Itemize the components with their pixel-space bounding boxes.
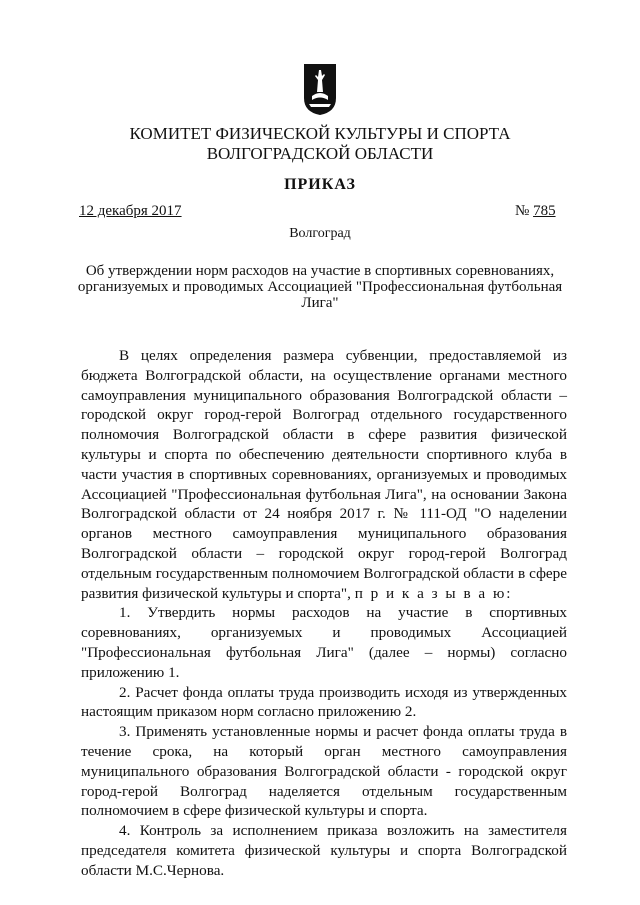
coat-of-arms-icon <box>302 62 338 116</box>
document-title-line1: Об утверждении норм расходов на участие в спортивных соревнованиях, <box>85 263 555 279</box>
document-title-line3: Лига" <box>301 295 339 311</box>
document-title <box>75 263 565 311</box>
document-body <box>81 346 567 881</box>
order-date-value: 12 декабря 2017 <box>79 203 182 219</box>
order-word: п р и к а з ы в а ю: <box>354 584 513 602</box>
order-item-3: 3. Применять установленные нормы и расчет фонда оплаты труда в течение срока, на который орган местного самоуправления муниципального образования Волгоградской области - городской округ город-герой Волгоград наделяется отдельным государственным полномочием в сфере физической культуры и спорта. <box>81 723 567 820</box>
order-city: Волгоград <box>289 226 351 241</box>
committee-name-line1: КОМИТЕТ ФИЗИЧЕСКОЙ КУЛЬТУРЫ И СПОРТА <box>129 124 511 143</box>
document-type: ПРИКАЗ <box>284 176 356 193</box>
order-item-2: 2. Расчет фонда оплаты труда производить исходя из утвержденных настоящим приказом норм согласно приложению 2. <box>81 683 567 721</box>
preamble-text: В целях определения размера субвенции, предоставляемой из бюджета Волгоградской области, на осуществление органами местного самоуправления муниципального образования Волгоградской области – городской округ город-герой Волгоград отдельного государственного полномочия Волгоградской области в сфере развития физической культуры и спорта по обеспечению деятельности спортивного клуба в части участия в спортивных соревнованиях, организуемых и проводимых Ассоциацией "Профессиональная футбольная Лига", на основании Закона Волгоградской области от 24 ноября 2017 г. № 111-ОД "О наделении органов местного самоуправления муниципального образования Волгоградской области – городской округ город-герой Волгоград отдельным государственным полномочием Волгоградской области в сфере развития физической культуры и спорта", <box>81 347 567 602</box>
order-item-4: 4. Контроль за исполнением приказа возложить на заместителя председателя комитета физической культуры и спорта Волгоградской области М.С.Чернова. <box>81 822 567 879</box>
order-number-value: 785 <box>533 203 556 219</box>
order-item-1: 1. Утвердить нормы расходов на участие в спортивных соревнованиях, организуемых и проводимых Ассоциацией "Профессиональная футбольная Лига" (далее – нормы) согласно приложению 1. <box>81 604 567 681</box>
order-number <box>515 203 556 220</box>
order-number-label: № <box>515 203 530 219</box>
order-date <box>79 203 182 220</box>
committee-name-line2: ВОЛГОГРАДСКОЙ ОБЛАСТИ <box>206 144 434 163</box>
document-title-line2: организуемых и проводимых Ассоциацией "Профессиональная футбольная <box>77 279 563 295</box>
preamble-paragraph <box>81 346 567 603</box>
